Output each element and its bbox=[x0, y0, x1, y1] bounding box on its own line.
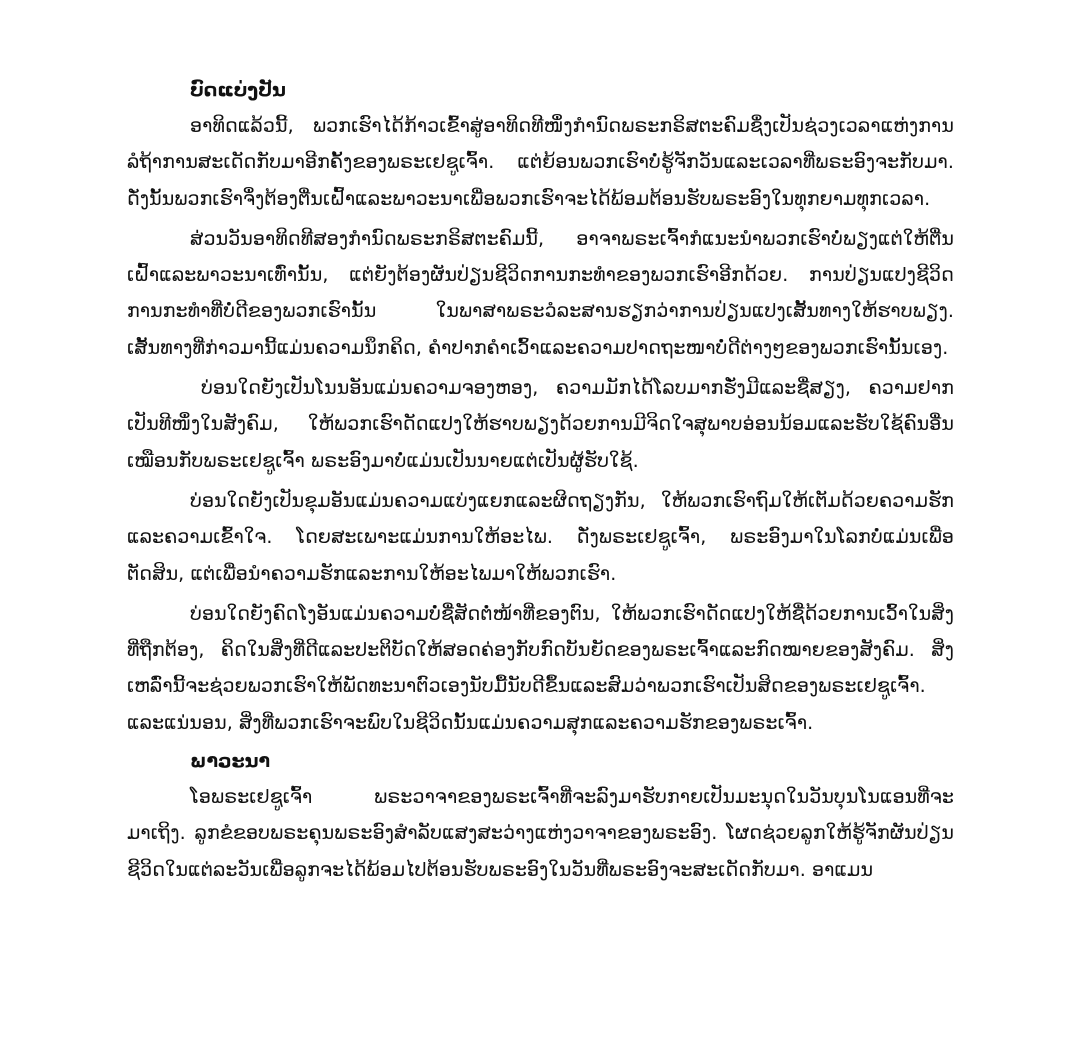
paragraph-4: ບ່ອນໃດຍັງເປັນຂຸມອັນແມ່ນຄວາມແບ່ງແຍກແລະຜິດຖຽງກັນ, ໃຫ້ພວກເຮົາຖົມໃຫ້ເຕັມດ້ວຍຄວາມຮັກແລະຄວາມເຂົ້າໃຈ. ໂດຍສະເພາະແມ່ນການໃຫ້ອະໄພ. ດັ່ງພຣະເຢຊູເຈົ້າ, ພຣະອົງມາໃນໂລກບໍ່ແມ່ນເພື່ອຕັດສິນ, ແຕ່ເພື່ອນຳຄວາມຮັກແລະການໃຫ້ອະໄພມາໃຫ້ພວກເຮົາ. bbox=[127, 489, 954, 585]
paragraph-2: ສ່ວນວັນອາທິດທີສອງກຳນົດພຣະກຣິສຕະຄົມນີ້, ອາຈາພຣະເຈົ້າກໍແນະນຳພວກເຮົາບໍ່ພຽງແຕ່ໃຫ້ຕື່ນເຝົ້າແລະພາວະນາເທົ່ານັ້ນ, ແຕ່ຍັງຕ້ອງຜັນປ່ຽນຊີວິດການກະທຳຂອງພວກເຮົາອີກດ້ວຍ. ການປ່ຽນແປງຊີວິດການກະທຳທີ່ບໍ່ດີຂອງພວກເຮົານັ້ນ ໃນພາສາພຣະວໍລະສານຮຽກວ່າການປ່ຽນແປງເສັ້ນທາງໃຫ້ຮາບພຽງ. ເສັ້ນທາງທີ່ກ່າວມານີ້ແມ່ນຄວາມນຶກຄິດ, ຄຳປາກຄຳເວົ້າແລະຄວາມປາດຖະໜາບໍ່ດີຕ່າງໆຂອງພວກເຮົານັ້ນເອງ. bbox=[127, 227, 954, 359]
section-heading-reflection: ບົດແບ່ງປັນ bbox=[190, 79, 286, 101]
section-heading-prayer: ພາວະນາ bbox=[190, 750, 271, 773]
document-page bbox=[127, 72, 954, 1032]
paragraph-3: ບ່ອນໃດຍັງເປັນໂນນອັນແມ່ນຄວາມຈອງຫອງ, ຄວາມມັກໄດ້ໂລບມາກຮັ່ງມີແລະຊື່ສຽງ, ຄວາມຢາກເປັນທີໜຶ່ງໃນສັງຄົມ, ໃຫ້ພວກເຮົາດັດແປງໃຫ້ຮາບພຽງດ້ວຍການມີຈິດໃຈສຸພາບອ່ອນນ້ອມແລະຮັບໃຊ້ຄົນອື່ນເໝືອນກັບພຣະເຢຊູເຈົ້າ ພຣະອົງມາບໍ່ແມ່ນເປັນນາຍແຕ່ເປັນຜູ້ຮັບໃຊ້. bbox=[127, 377, 954, 472]
prayer-paragraph: ໂອພຣະເຢຊູເຈົ້າ ພຣະວາຈາຂອງພຣະເຈົ້າທີ່ຈະລົງມາຮັບກາຍເປັນມະນຸດໃນວັນບຸນໂນແອນທີ່ຈະມາເຖິງ. ລູກຂໍຂອບພຣະຄຸນພຣະອົງສຳລັບແສງສະວ່າງແຫ່ງວາຈາຂອງພຣະອົງ. ໂຜດຊ່ວຍລູກໃຫ້ຮູ້ຈັກຜັນປ່ຽນຊີວິດໃນແຕ່ລະວັນເພື່ອລູກຈະໄດ້ພ້ອມໄປຕ້ອນຮັບພຣະອົງໃນວັນທີ່ພຣະອົງຈະສະເດັດກັບມາ. ອາແມນ bbox=[127, 786, 954, 881]
paragraph-1: ອາທິດແລ້ວນີ້, ພວກເຮົາໄດ້ກ້າວເຂົ້າສູ່ອາທິດທີໜຶ່ງກຳນົດພຣະກຣິສຕະຄົມຊຶ່ງເປັນຊ່ວງເວລາແຫ່ງການລໍຖ້າການສະເດັດກັບມາອີກຄັ້ງຂອງພຣະເຢຊູເຈົ້າ. ແຕ່ຍ້ອນພວກເຮົາບໍ່ຮູ້ຈັກວັນແລະເວລາທີ່ພຣະອົງຈະກັບມາ. ດັ່ງນັ້ນພວກເຮົາຈຶ່ງຕ້ອງຕື່ນເຝົ້າແລະພາວະນາເພື່ອພວກເຮົາຈະໄດ້ພ້ອມຕ້ອນຮັບພຣະອົງໃນທຸກຍາມທຸກເວລາ. bbox=[127, 115, 954, 210]
paragraph-5: ບ່ອນໃດຍັງຄົດໂງອັນແມ່ນຄວາມບໍ່ຊື່ສັດຕໍ່ໜ້າທີ່ຂອງຕົນ, ໃຫ້ພວກເຮົາດັດແປງໃຫ້ຊື່ດ້ວຍການເວົ້າໃນສິ່ງທີ່ຖືກຕ້ອງ, ຄິດໃນສິ່ງທີ່ດີແລະປະຕິບັດໃຫ້ສອດຄ່ອງກັບກົດບັນຍັດຂອງພຣະເຈົ້າແລະກົດໝາຍຂອງສັງຄົມ. ສິ່ງເຫລົ່ານີ້ຈະຊ່ວຍພວກເຮົາໃຫ້ພັດທະນາຕົວເອງນັບມື້ນັບດີຂຶ້ນແລະສົມວ່າພວກເຮົາເປັນສິດຂອງພຣະເຢຊູເຈົ້າ. ແລະແນ່ນອນ, ສິ່ງທີ່ພວກເຮົາຈະພົບໃນຊີວິດນັ້ນແມ່ນຄວາມສຸກແລະຄວາມຮັກຂອງພຣະເຈົ້າ. bbox=[127, 602, 954, 734]
